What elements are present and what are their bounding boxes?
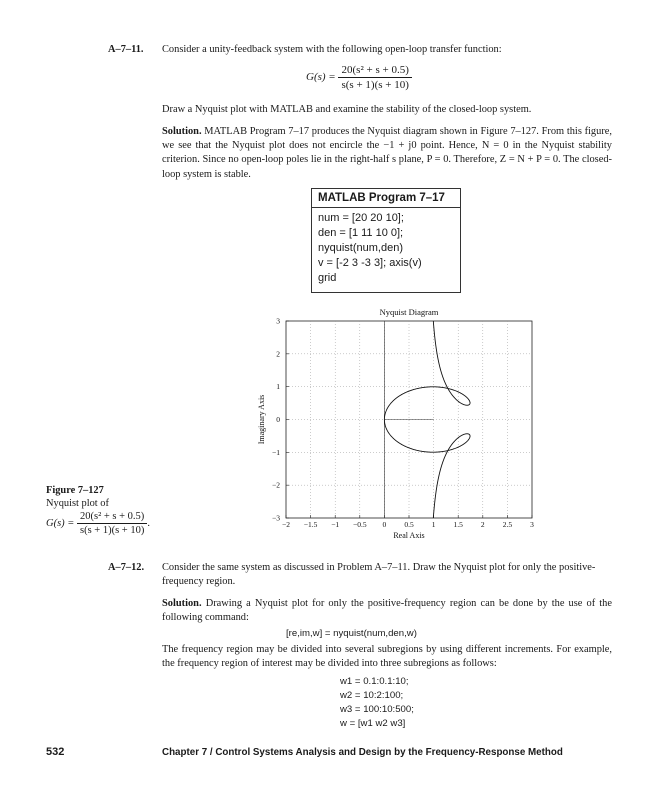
figure-label: Figure 7–127 — [46, 485, 104, 496]
tf-denominator: s(s + 1)(s + 10) — [341, 79, 409, 91]
y-tick-label: 3 — [276, 316, 280, 326]
code-line: w = [w1 w2 w3] — [340, 718, 406, 729]
x-tick-label: 0.5 — [404, 520, 414, 529]
solution-label: Solution. — [162, 126, 202, 137]
x-tick-label: 1.5 — [453, 520, 463, 529]
problem-text-a712: Consider the same system as discussed in Problem A–7–11. Draw the Nyquist plot for only the positive-frequency region. — [162, 562, 596, 588]
figure-tf-lhs: G(s) = — [46, 517, 75, 529]
y-tick-label: 0 — [276, 415, 280, 424]
x-tick-label: −2 — [282, 520, 290, 529]
page-number: 532 — [46, 746, 65, 758]
y-tick-label: 1 — [276, 382, 280, 392]
y-tick-label: −1 — [272, 447, 280, 457]
matlab-code-line: grid — [318, 272, 337, 284]
instruction-text: Draw a Nyquist plot with MATLAB and examine the stability of the closed-loop system. — [162, 104, 532, 115]
code-line: w3 = 100:10:500; — [340, 704, 414, 715]
figure-tf-period: . — [147, 517, 150, 529]
x-tick-label: −1.5 — [303, 520, 318, 529]
x-tick-label: 2.5 — [502, 520, 513, 529]
nyquist-command: [re,im,w] = nyquist(num,den,w) — [286, 628, 417, 639]
code-line: w1 = 0.1:0.1:10; — [340, 676, 409, 687]
matlab-code-line: nyquist(num,den) — [318, 242, 403, 254]
solution-paragraph-a712 — [162, 597, 612, 625]
matlab-program-title: MATLAB Program 7–17 — [312, 189, 460, 208]
x-tick-label: −0.5 — [352, 520, 367, 529]
problem-text-a711: Consider a unity-feedback system with the following open-loop transfer function: — [162, 44, 502, 55]
problem-label-a712: A–7–12. — [108, 562, 145, 573]
y-tick-label: 2 — [276, 349, 280, 359]
x-tick-label: 1 — [431, 520, 436, 529]
figure-tf-numerator: 20(s² + s + 0.5) — [77, 511, 147, 524]
problem-label-a711: A–7–11. — [108, 44, 144, 55]
solution-text-a712: Drawing a Nyquist plot for only the positive-frequency region can be done by the use of the following command: — [162, 598, 612, 624]
figure-tf-denominator: s(s + 1)(s + 10) — [80, 525, 145, 536]
matlab-code-line: v = [-2 3 -3 3]; axis(v) — [318, 257, 422, 269]
nyquist-curve-positive — [384, 420, 470, 534]
x-tick-label: −1 — [331, 520, 340, 529]
y-tick-label: −3 — [272, 513, 280, 523]
matlab-code-line: den = [1 11 10 0]; — [318, 227, 404, 239]
tf-numerator: 20(s² + s + 0.5) — [338, 64, 411, 78]
solution-text: MATLAB Program 7–17 produces the Nyquist diagram shown in Figure 7–127. From this figure, we see that the Nyquist plot does not encircle the −1 + j0 point. Hence, N = 0 in the Nyquist stability criterion. Since no open-loop poles lie in the right-half s plane, P = 0. Therefore, Z = N + P = 0. The closed-loop system is stable. — [162, 126, 612, 180]
frequency-code-block — [340, 675, 414, 731]
y-axis-label: Imaginary Axis — [257, 394, 266, 445]
chapter-title: Chapter 7 / Control Systems Analysis and Design by the Frequency-Response Method — [162, 747, 563, 758]
x-tick-label: 0 — [382, 520, 387, 529]
nyquist-chart — [240, 300, 550, 545]
matlab-code-line: num = [20 20 10]; — [318, 212, 404, 224]
y-tick-label: −2 — [272, 480, 280, 490]
tf-lhs: G(s) = — [306, 71, 336, 84]
frequency-region-text: The frequency region may be divided into several subregions by using different increments. For example, the frequency region of interest may be divided into three subregions as follows: — [162, 644, 612, 670]
matlab-program-code — [312, 208, 460, 289]
matlab-program-box — [311, 188, 461, 293]
solution-paragraph-a711 — [162, 125, 612, 182]
solution-label-a712: Solution. — [162, 598, 202, 609]
chart-title: Nyquist Diagram — [379, 307, 439, 317]
transfer-function-equation — [306, 64, 412, 91]
figure-caption: Nyquist plot of — [46, 498, 109, 509]
nyquist-curve-negative — [384, 305, 470, 419]
x-axis-label: Real Axis — [393, 531, 425, 540]
x-tick-label: 2 — [480, 520, 485, 529]
x-tick-label: 3 — [530, 520, 534, 529]
code-line: w2 = 10:2:100; — [340, 690, 404, 701]
figure-tf-equation — [46, 511, 150, 536]
